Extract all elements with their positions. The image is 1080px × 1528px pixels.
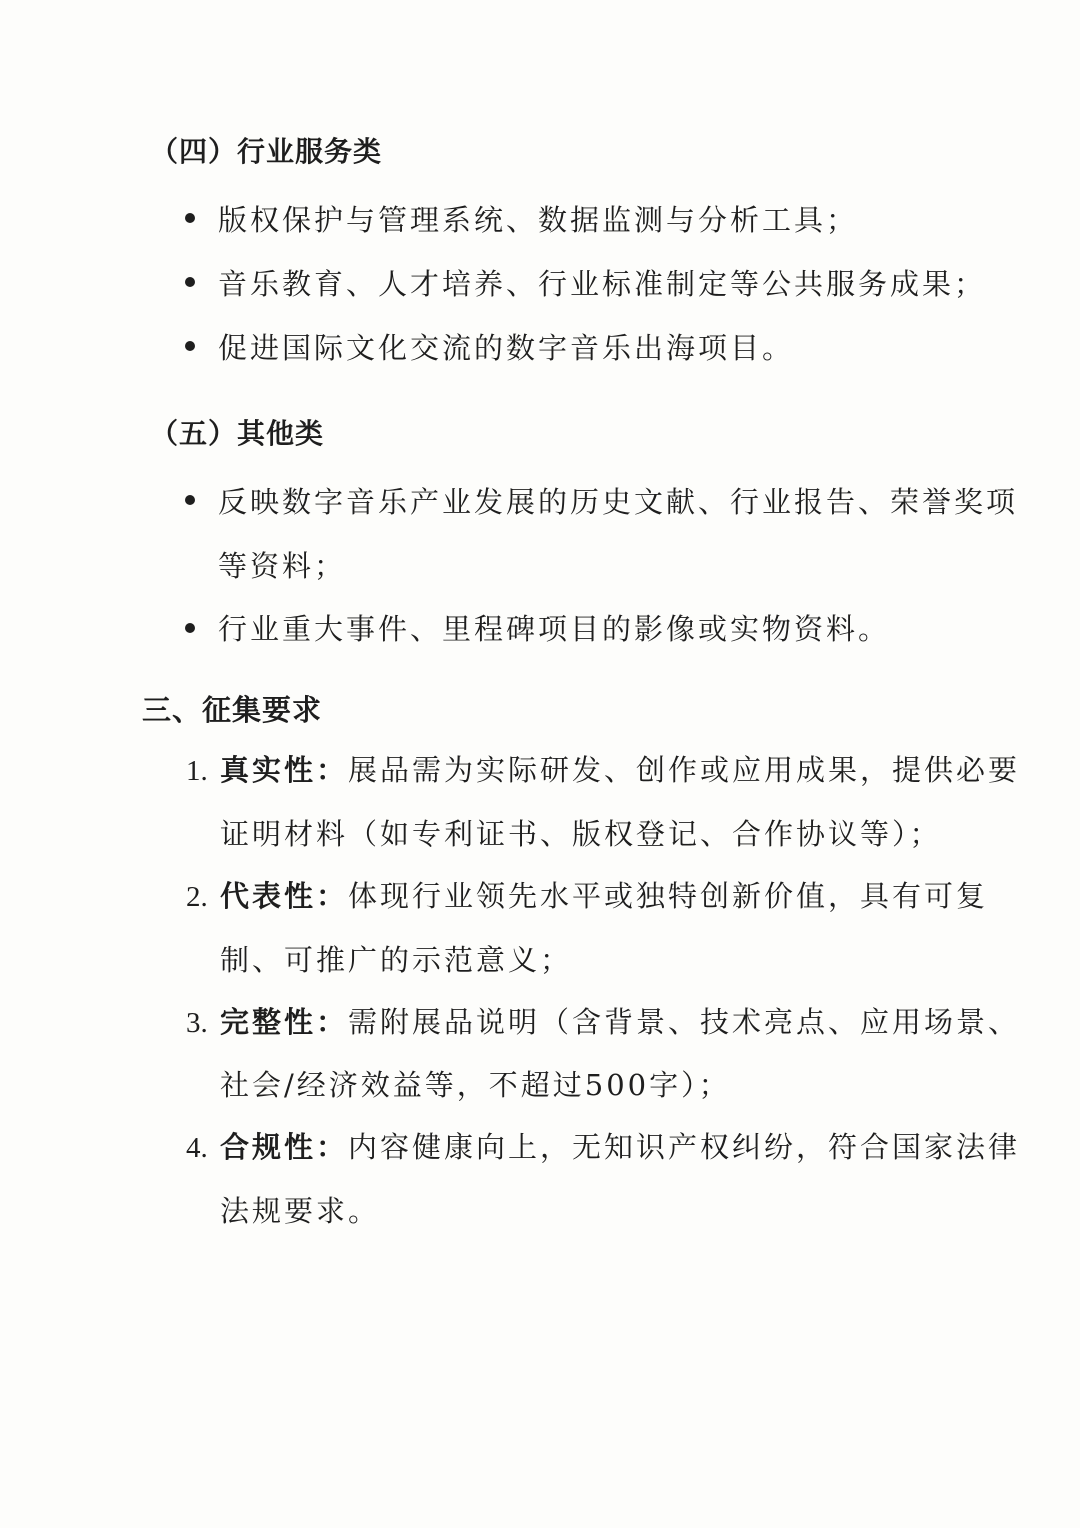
bullet-icon bbox=[185, 341, 195, 351]
item-text: 体现行业领先水平或独特创新价值，具有可复 bbox=[347, 879, 988, 913]
item-term: 合规性： bbox=[219, 1130, 348, 1164]
list-item: 促进国际文化交流的数字音乐出海项目。 bbox=[218, 331, 795, 365]
item-term: 完整性： bbox=[219, 1005, 348, 1039]
section-heading-3: 三、征集要求 bbox=[142, 693, 323, 727]
requirement-item-continuation: 制、可推广的示范意义； bbox=[220, 943, 573, 977]
section-heading-5: （五）其他类 bbox=[150, 417, 325, 450]
requirement-item-1 bbox=[186, 748, 1020, 789]
item-text: 展品需为实际研发、创作或应用成果，提供必要 bbox=[347, 753, 1020, 787]
requirement-item-continuation: 证明材料（如专利证书、版权登记、合作协议等）； bbox=[220, 817, 942, 851]
item-term: 代表性： bbox=[219, 879, 348, 913]
item-number: 4. bbox=[186, 1132, 208, 1164]
requirement-item-2 bbox=[186, 874, 988, 915]
section-heading-4: （四）行业服务类 bbox=[150, 135, 383, 168]
list-item: 版权保护与管理系统、数据监测与分析工具； bbox=[218, 203, 859, 237]
bullet-icon bbox=[185, 277, 195, 287]
bullet-icon bbox=[185, 213, 195, 223]
item-number: 3. bbox=[186, 1007, 208, 1039]
item-text: 内容健康向上，无知识产权纠纷，符合国家法律 bbox=[347, 1130, 1020, 1164]
requirement-item-3 bbox=[186, 1000, 1020, 1041]
item-number: 1. bbox=[186, 755, 208, 787]
item-number: 2. bbox=[186, 881, 208, 913]
list-item: 行业重大事件、里程碑项目的影像或实物资料。 bbox=[218, 612, 891, 646]
requirement-item-continuation: 法规要求。 bbox=[220, 1194, 381, 1228]
requirement-item-4 bbox=[186, 1125, 1020, 1166]
list-item: 音乐教育、人才培养、行业标准制定等公共服务成果； bbox=[218, 267, 987, 301]
list-item-continuation: 等资料； bbox=[218, 549, 347, 583]
item-term: 真实性： bbox=[219, 753, 348, 787]
item-text: 需附展品说明（含背景、技术亮点、应用场景、 bbox=[347, 1005, 1020, 1039]
requirement-item-continuation: 社会/经济效益等，不超过500字）； bbox=[220, 1068, 731, 1102]
bullet-icon bbox=[185, 495, 195, 505]
bullet-icon bbox=[185, 623, 195, 633]
list-item: 反映数字音乐产业发展的历史文献、行业报告、荣誉奖项 bbox=[218, 485, 1019, 519]
